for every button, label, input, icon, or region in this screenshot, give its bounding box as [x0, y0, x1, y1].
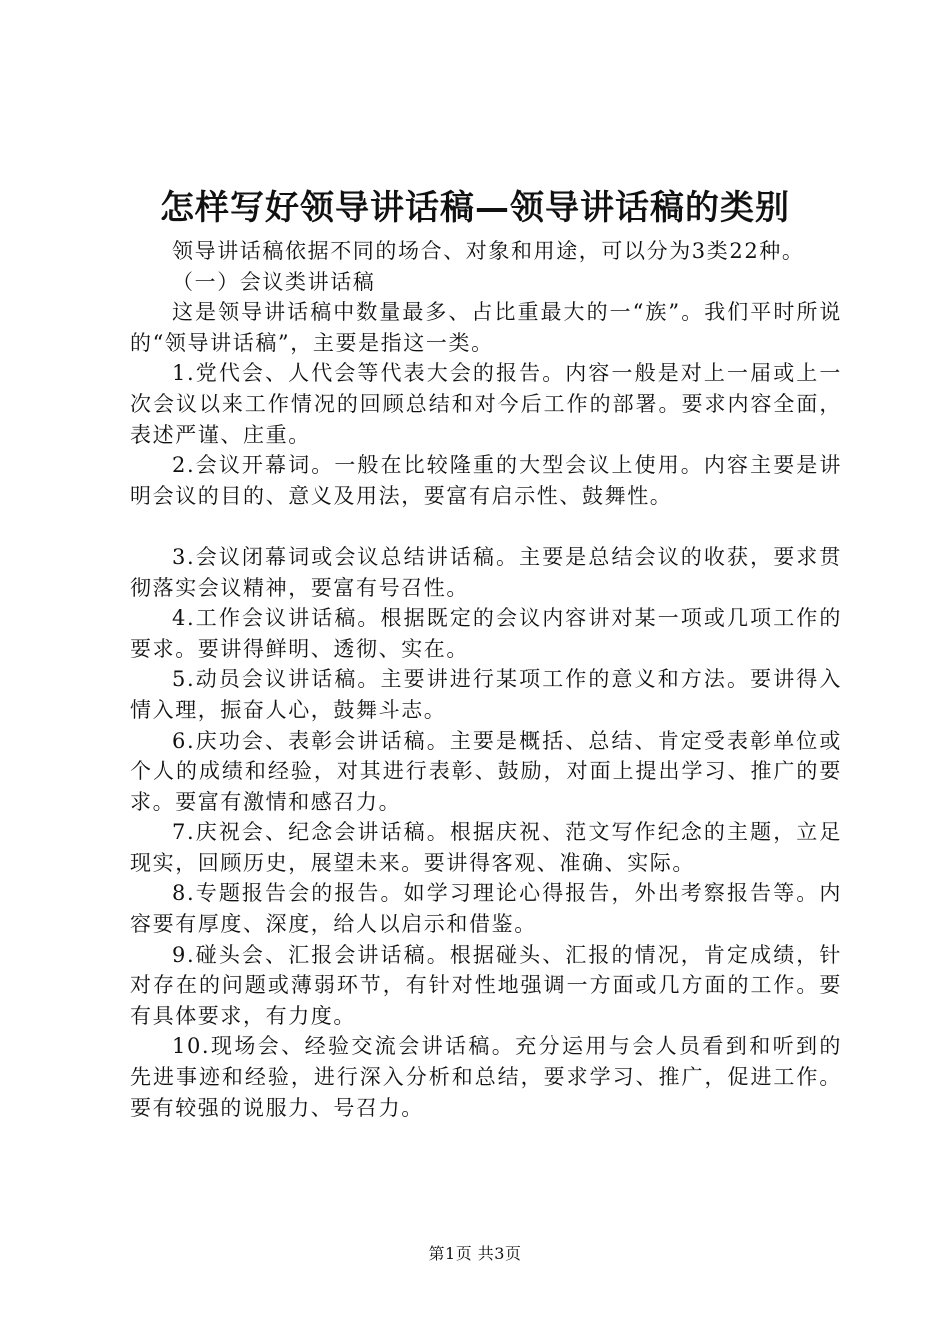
list-item-10: 10.现场会、经验交流会讲话稿。充分运用与会人员看到和听到的先进事迹和经验，进行深入分析和总结，要求学习、推广，促进工作。要有较强的说服力、号召力。: [130, 1034, 842, 1120]
list-item-3: 3.会议闭幕词或会议总结讲话稿。主要是总结会议的收获，要求贯彻落实会议精神，要富有号召性。: [130, 544, 842, 600]
list-item-8: 8.专题报告会的报告。如学习理论心得报告，外出考察报告等。内容要有厚度、深度，给人以启示和借鉴。: [130, 881, 842, 937]
section-heading-meeting: （一）会议类讲话稿: [172, 269, 376, 294]
list-item-6: 6.庆功会、表彰会讲话稿。主要是概括、总结、肯定受表彰单位或个人的成绩和经验，对其进行表彰、鼓励，对面上提出学习、推广的要求。要富有激情和感召力。: [130, 728, 842, 814]
list-item-4: 4.工作会议讲话稿。根据既定的会议内容讲对某一项或几项工作的要求。要讲得鲜明、透彻、实在。: [130, 606, 842, 661]
paragraph-meeting-overview: 这是领导讲话稿中数量最多、占比重最大的一“族”。我们平时所说的“领导讲话稿”，主要是指这一类。: [130, 300, 842, 355]
list-item-2: 2.会议开幕词。一般在比较隆重的大型会议上使用。内容主要是讲明会议的目的、意义及用法，要富有启示性、鼓舞性。: [130, 453, 842, 508]
list-item-7: 7.庆祝会、纪念会讲话稿。根据庆祝、范文写作纪念的主题，立足现实，回顾历史，展望未来。要讲得客观、准确、实际。: [130, 820, 842, 875]
document-title: 怎样写好领导讲话稿—领导讲话稿的类别: [160, 188, 790, 228]
list-item-1: 1.党代会、人代会等代表大会的报告。内容一般是对上一届或上一次会议以来工作情况的回顾总结和对今后工作的部署。要求内容全面，表述严谨、庄重。: [130, 361, 842, 447]
paragraph-intro: 领导讲话稿依据不同的场合、对象和用途，可以分为3类22种。: [172, 239, 805, 263]
list-item-9: 9.碰头会、汇报会讲话稿。根据碰头、汇报的情况，肯定成绩，针对存在的问题或薄弱环节，有针对性地强调一方面或几方面的工作。要有具体要求，有力度。: [130, 942, 842, 1028]
list-item-5: 5.动员会议讲话稿。主要讲进行某项工作的意义和方法。要讲得入情入理，振奋人心，鼓舞斗志。: [130, 667, 842, 722]
page-number-footer: 第1页 共3页: [428, 1244, 522, 1263]
document-body: [130, 236, 842, 1123]
